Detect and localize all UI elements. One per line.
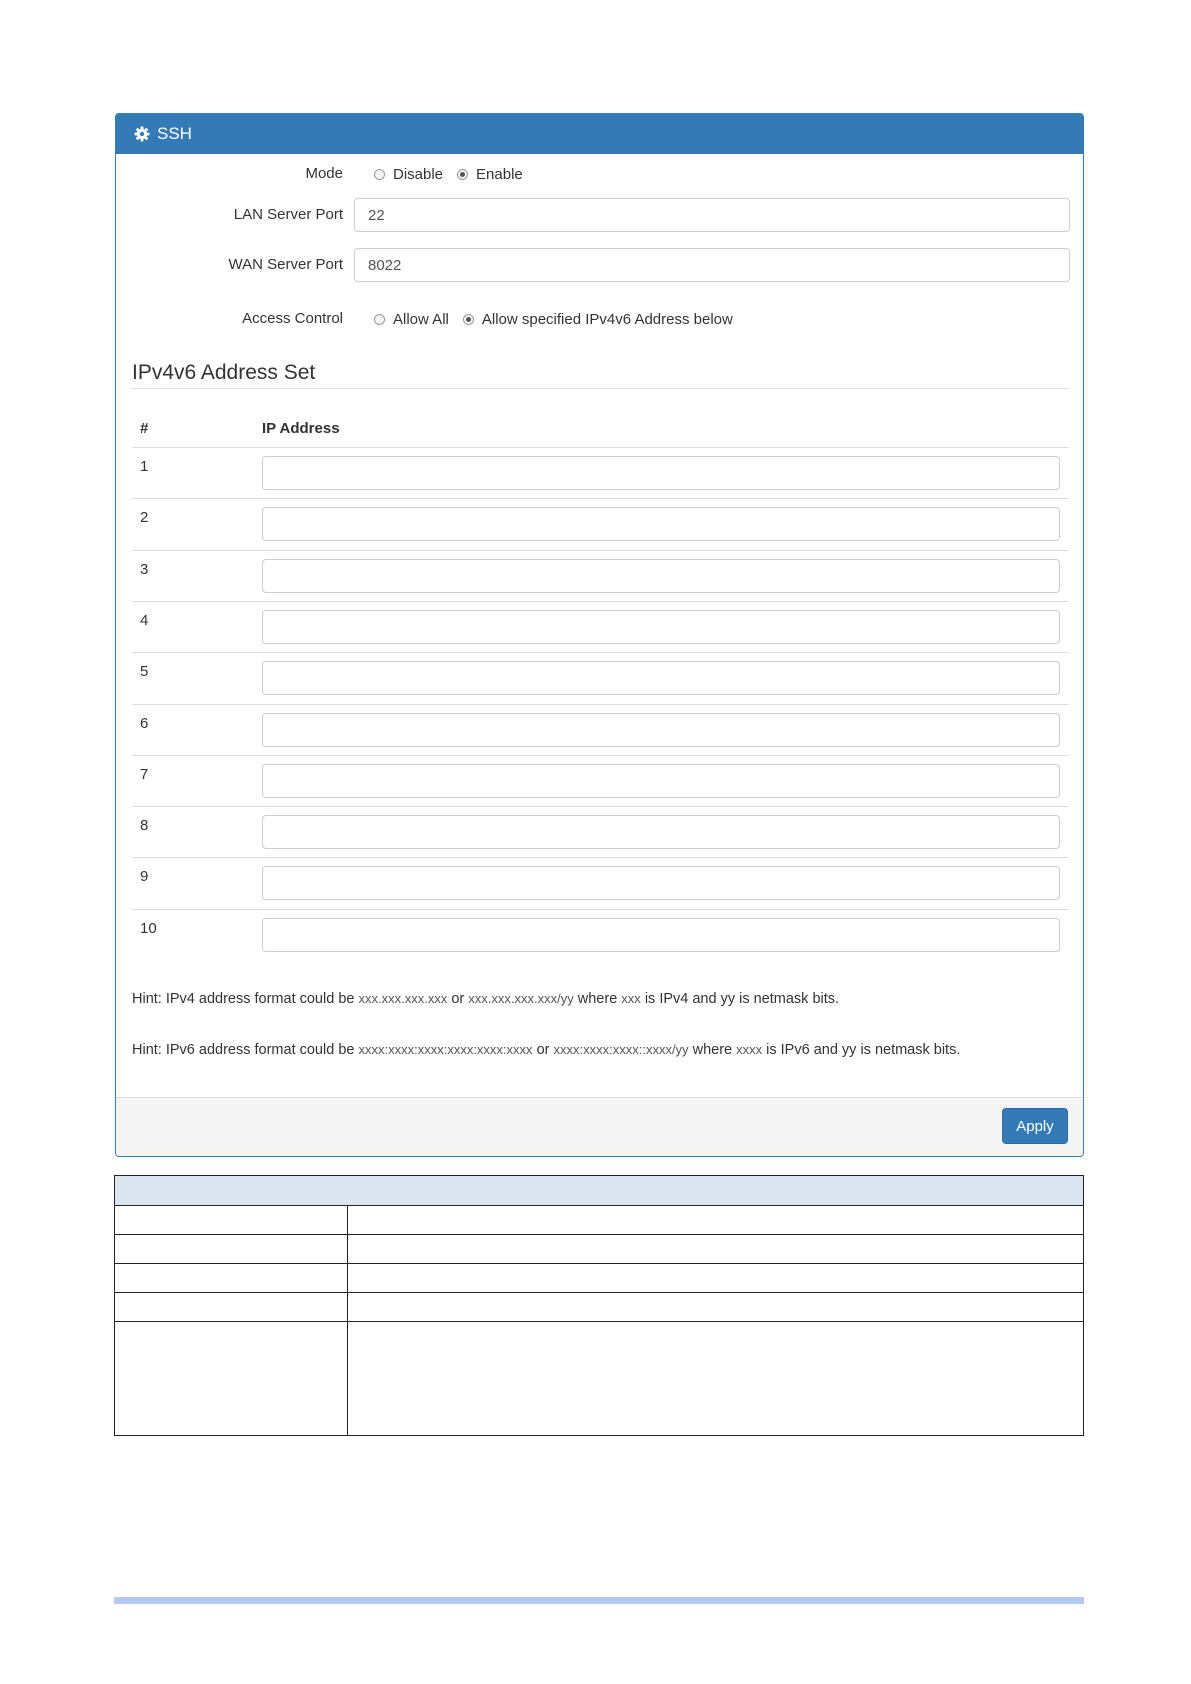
allow-specified-radio[interactable]: [463, 311, 733, 328]
table-row-divider: [132, 652, 1069, 653]
hint-text: or: [447, 991, 469, 1007]
page-footer-bar: [114, 1597, 1084, 1604]
hint-text: is IPv4 and yy is netmask bits.: [640, 991, 840, 1007]
ip-address-input[interactable]: [262, 661, 1060, 695]
row-number: 3: [140, 560, 149, 578]
mode-radio-group: [374, 166, 537, 183]
column-header-ip-address: IP Address: [262, 420, 340, 437]
ip-address-input[interactable]: [262, 866, 1060, 900]
table-row-divider: [115, 1263, 1083, 1264]
allow-all-radio[interactable]: [374, 311, 449, 328]
table-row-divider: [115, 1234, 1083, 1235]
ip-address-input[interactable]: [262, 713, 1060, 747]
table-row-divider: [132, 755, 1069, 756]
ip-address-input[interactable]: [262, 764, 1060, 798]
ipv6-hint: [132, 1042, 960, 1058]
ip-address-input[interactable]: [262, 610, 1060, 644]
table-column-divider: [347, 1205, 348, 1435]
access-control-label: Access Control: [242, 310, 343, 327]
hint-format: xxxx:xxxx:xxxx:xxxx:xxxx:xxxx: [358, 1042, 533, 1057]
wan-server-port-label: WAN Server Port: [228, 256, 343, 273]
hint-text: where: [688, 1042, 737, 1058]
ip-address-input[interactable]: [262, 815, 1060, 849]
radio-dot[interactable]: [374, 314, 385, 325]
table-row-divider: [132, 550, 1069, 551]
hint-format: xxx: [621, 991, 641, 1006]
table-row-divider: [132, 909, 1069, 910]
row-number: 1: [140, 458, 149, 475]
table-header-band: [115, 1176, 1083, 1206]
radio-dot-selected[interactable]: [463, 314, 474, 325]
hint-format: xxxx:xxxx:xxxx::xxxx/yy: [553, 1042, 689, 1057]
radio-dot[interactable]: [374, 169, 385, 180]
allow-specified-label: Allow specified IPv4v6 Address below: [481, 311, 733, 328]
access-control-radio-group: [374, 311, 747, 328]
lan-server-port-label: LAN Server Port: [233, 206, 343, 223]
hint-text: where: [573, 991, 622, 1007]
row-number: 10: [140, 919, 157, 937]
ipv4-hint: [132, 991, 839, 1007]
row-number: 8: [140, 817, 149, 835]
row-number: 7: [140, 765, 149, 783]
table-row-divider: [115, 1321, 1083, 1322]
panel-footer: [116, 1097, 1083, 1156]
table-row-divider: [132, 704, 1069, 705]
table-row-divider: [132, 601, 1069, 602]
table-row-divider: [132, 857, 1069, 858]
row-number: 9: [140, 868, 149, 886]
panel-title: SSH: [157, 124, 192, 143]
row-number: 5: [140, 663, 149, 681]
ssh-panel: [115, 113, 1084, 1157]
mode-disable-label: Disable: [393, 166, 444, 183]
ip-address-input[interactable]: [262, 456, 1060, 490]
allow-all-label: Allow All: [393, 311, 449, 328]
description-table: [114, 1175, 1084, 1436]
row-number: 6: [140, 714, 149, 732]
section-divider: [132, 388, 1069, 389]
ip-address-input[interactable]: [262, 559, 1060, 593]
row-number: 4: [140, 611, 149, 629]
table-row-divider: [115, 1292, 1083, 1293]
apply-button[interactable]: Apply: [1002, 1108, 1068, 1144]
table-row-divider: [132, 498, 1069, 499]
ip-address-input[interactable]: [262, 918, 1060, 952]
hint-text: Hint: IPv6 address format could be: [132, 1042, 359, 1058]
panel-header: [116, 114, 1083, 154]
table-row-divider: [132, 447, 1069, 448]
hint-format: xxx.xxx.xxx.xxx: [358, 991, 448, 1006]
hint-text: Hint: IPv4 address format could be: [132, 991, 359, 1007]
table-row-divider: [132, 806, 1069, 807]
address-set-title: IPv4v6 Address Set: [132, 361, 316, 384]
ip-address-input[interactable]: [262, 507, 1060, 541]
mode-label: Mode: [305, 165, 343, 182]
lan-server-port-input[interactable]: [354, 198, 1070, 232]
hint-format: xxxx: [736, 1042, 763, 1057]
radio-dot-selected[interactable]: [457, 169, 468, 180]
hint-text: or: [532, 1042, 554, 1058]
mode-enable-radio[interactable]: [457, 166, 523, 183]
hint-format: xxx.xxx.xxx.xxx/yy: [468, 991, 574, 1006]
wan-server-port-input[interactable]: [354, 248, 1070, 282]
gear-icon: [134, 126, 150, 142]
column-header-number: #: [140, 420, 149, 437]
mode-enable-label: Enable: [476, 166, 523, 183]
hint-text: is IPv6 and yy is netmask bits.: [762, 1042, 961, 1058]
row-number: 2: [140, 509, 149, 527]
mode-disable-radio[interactable]: [374, 166, 443, 183]
